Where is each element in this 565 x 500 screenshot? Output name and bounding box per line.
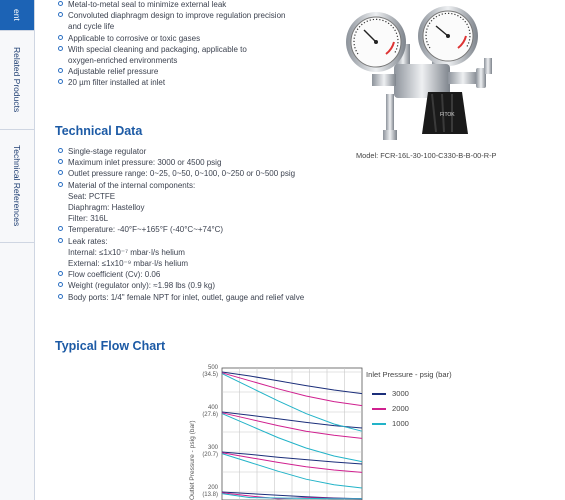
list-item-text: Outlet pressure range: 0~25, 0~50, 0~100, 0~250 or 0~500 psig: [68, 169, 296, 179]
list-item: [58, 157, 304, 168]
list-item-text: and cycle life: [68, 22, 115, 32]
list-item-text: External: ≤1x10⁻⁹ mbar·l/s helium: [68, 259, 189, 269]
features-list: [58, 0, 285, 89]
side-navigation: [0, 0, 35, 500]
tab-technical-references[interactable]: [0, 130, 34, 243]
flow-chart-legend: [366, 370, 452, 428]
list-item: [58, 10, 285, 32]
list-item: [58, 33, 285, 44]
bullet-icon: [58, 294, 63, 299]
list-item-text: Body ports: 1/4" female NPT for inlet, outlet, gauge and relief valve: [68, 292, 305, 302]
tab-related-products[interactable]: [0, 31, 34, 130]
list-item: [58, 280, 304, 291]
model-caption: Model: FCR-16L-30-100-C330-B-B-00-R-P: [356, 151, 497, 160]
legend-swatch: [372, 393, 386, 395]
y-axis-label: Outlet Pressure - psig (bar): [189, 420, 196, 500]
bullet-icon: [58, 271, 63, 276]
bullet-icon: [58, 79, 63, 84]
list-item: [58, 224, 304, 235]
list-item-text: With special cleaning and packaging, applicable to: [68, 44, 247, 54]
list-item-text: oxygen-enriched environments: [68, 56, 178, 66]
list-item-text: Single-stage regulator: [68, 147, 147, 156]
tab-label: ent: [12, 9, 22, 21]
legend-entry-2000: [372, 404, 452, 413]
left-pressure-gauge: [346, 12, 406, 72]
tab-current-section[interactable]: [0, 0, 34, 31]
bullet-icon: [58, 68, 63, 73]
y-tick-label: 500: [207, 365, 218, 371]
list-item-text: Material of the internal components:: [68, 180, 196, 190]
legend-label: 2000: [392, 404, 409, 413]
list-item: [58, 292, 304, 303]
list-item: [58, 236, 304, 270]
technical-data-list: [58, 146, 304, 303]
list-item-text: Flow coefficient (Cv): 0.06: [68, 270, 161, 280]
legend-entry-1000: [372, 419, 452, 428]
list-item: [58, 77, 285, 88]
list-item-text: Metal-to-metal seal to minimize external leak: [68, 0, 227, 9]
list-item-text: Seat: PCTFE: [68, 191, 116, 201]
legend-swatch: [372, 423, 386, 425]
bullet-icon: [58, 35, 63, 40]
y-tick-label: 200: [207, 485, 218, 491]
list-item: [58, 146, 304, 157]
list-item-text: Filter: 316L: [68, 214, 109, 224]
y-tick-sublabel: (34.5): [202, 372, 218, 378]
right-pressure-gauge: [418, 6, 478, 66]
bullet-icon: [58, 182, 63, 187]
list-item-text: Temperature: -40°F~+165°F (-40°C~+74°C): [68, 225, 224, 235]
legend-title: Inlet Pressure - psig (bar): [366, 370, 452, 379]
list-item: [58, 180, 304, 225]
list-item: [58, 0, 285, 10]
y-tick-sublabel: (13.8): [202, 492, 218, 498]
y-tick-sublabel: (27.6): [202, 412, 218, 418]
list-item-text: Internal: ≤1x10⁻⁷ mbar·l/s helium: [68, 247, 185, 257]
list-item-text: Diaphragm: Hastelloy: [68, 203, 145, 213]
y-tick-label: 400: [207, 405, 218, 411]
bullet-icon: [58, 238, 63, 243]
flow-chart: [186, 360, 376, 500]
legend-label: 3000: [392, 389, 409, 398]
list-item-text: Maximum inlet pressure: 3000 or 4500 psig: [68, 158, 222, 168]
legend-label: 1000: [392, 419, 409, 428]
bullet-icon: [58, 46, 63, 51]
technical-data-title: Technical Data: [55, 124, 143, 138]
legend-entry-3000: [372, 389, 452, 398]
bullet-icon: [58, 159, 63, 164]
bullet-icon: [58, 226, 63, 231]
y-tick-sublabel: (20.7): [202, 452, 218, 458]
legend-swatch: [372, 408, 386, 410]
list-item: [58, 66, 285, 77]
list-item: [58, 168, 304, 179]
bullet-icon: [58, 12, 63, 17]
list-item-text: Adjustable relief pressure: [68, 67, 159, 77]
list-item-text: Applicable to corrosive or toxic gases: [68, 33, 201, 43]
list-item-text: Leak rates:: [68, 236, 108, 246]
list-item-text: Convoluted diaphragm design to improve regulation precision: [68, 11, 286, 21]
bullet-icon: [58, 148, 63, 153]
bullet-icon: [58, 282, 63, 287]
list-item: [58, 269, 304, 280]
brand-label: FITOK: [440, 112, 455, 118]
tab-label: Technical References: [12, 145, 22, 227]
bullet-icon: [58, 1, 63, 6]
flow-chart-title: Typical Flow Chart: [55, 339, 166, 353]
list-item-text: 20 µm filter installed at inlet: [68, 78, 166, 88]
y-tick-label: 300: [207, 445, 218, 451]
bullet-icon: [58, 170, 63, 175]
adjustment-knob: [422, 92, 468, 134]
regulator-product-image: [336, 2, 506, 150]
tab-label: Related Products: [12, 47, 22, 113]
list-item: [58, 44, 285, 66]
list-item-text: Weight (regulator only): ≈1.98 lbs (0.9 kg): [68, 281, 215, 291]
